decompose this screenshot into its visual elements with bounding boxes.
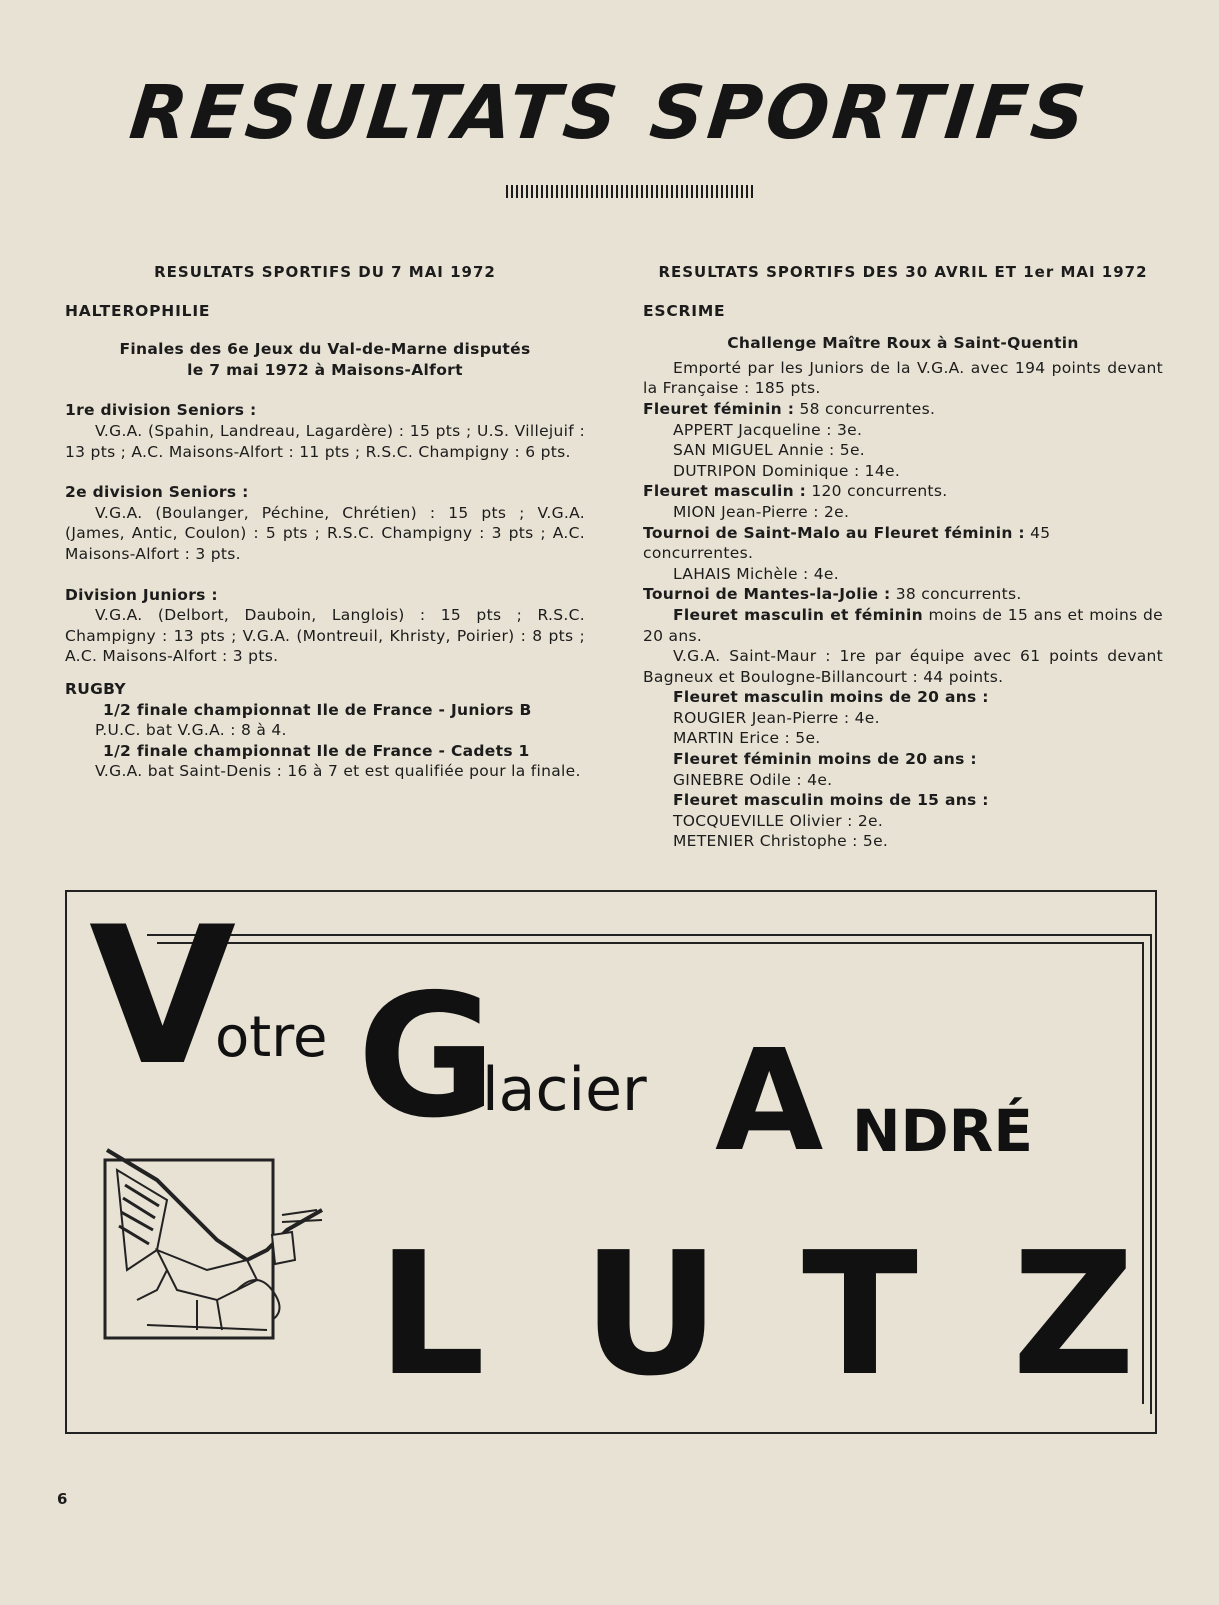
sm-result-1: LAHAIS Michèle : 4e. [673,564,839,583]
page-number: 6 [57,1490,68,1508]
mantes-line [643,584,1163,605]
rugby2-heading: 1/2 finale championnat Ile de France - Cadets 1 [103,741,530,760]
ad-letter-t: T [802,1216,918,1414]
ad-word-otre: otre [215,1005,328,1070]
div1-heading: 1re division Seniors : [65,401,257,420]
saint-malo-line [643,523,1163,564]
ad-letter-z: Z [1012,1216,1136,1414]
cat1-result-1: ROUGIER Jean-Pierre : 4e. [673,708,880,727]
right-heading: RESULTATS SPORTIFS DES 30 AVRIL ET 1er MAI 1972 [658,263,1148,281]
cat2-result-1: GINEBRE Odile : 4e. [673,770,833,789]
halt-subtitle-2: le 7 mai 1972 à Maisons-Alfort [187,360,463,379]
challenge-heading: Challenge Maître Roux à Saint-Quentin [727,334,1079,353]
mantes-sub-line [643,605,1163,646]
cat3-result-1: TOCQUEVILLE Olivier : 2e. [673,811,884,830]
ad-letter-l: L [377,1216,486,1414]
ff-heading: Fleuret féminin : [643,399,795,418]
glacier-advertisement [65,886,1157,1434]
section-rugby: RUGBY [65,679,126,698]
mj-count: 38 concurrents. [895,585,1022,604]
fm-heading: Fleuret masculin : [643,482,807,501]
section-halterophilie: HALTEROPHILIE [65,301,211,320]
cat3-heading: Fleuret masculin moins de 15 ans : [673,791,989,810]
section-escrime: ESCRIME [643,301,726,320]
left-column [65,262,585,782]
ad-letter-u: U [582,1216,721,1414]
fleuret-masculin-line [643,481,1163,502]
cat1-heading: Fleuret masculin moins de 20 ans : [673,688,989,707]
stork-logo-icon [97,1140,347,1350]
left-heading: RESULTATS SPORTIFS DU 7 MAI 1972 [154,263,496,281]
challenge-text: Emporté par les Juniors de la V.G.A. avec 194 points devant la Française : 185 pts. [643,358,1163,398]
mj-sub-heading: Fleuret masculin et féminin [673,605,923,624]
div2-text: V.G.A. (Boulanger, Péchine, Chrétien) : 15 pts ; V.G.A. (James, Antic, Coulon) : 5 pts ; R.S.C. Champigny : 3 pts ; A.C. Maisons-Alfort : 3 pts. [65,503,585,563]
ff-result-1: APPERT Jacqueline : 3e. [673,420,863,439]
mj-sub-text: moins de 15 ans et moins de 20 ans. [643,605,1163,645]
mj-team-result: V.G.A. Saint-Maur : 1re par équipe avec 61 points devant Bagneux et Boulogne-Billancourt : 44 points. [643,647,1163,686]
cat1-result-2: MARTIN Erice : 5e. [673,729,821,748]
rugby2-text: V.G.A. bat Saint-Denis : 16 à 7 et est qualifiée pour la finale. [95,762,581,781]
halt-subtitle-1: Finales des 6e Jeux du Val-de-Marne disputés [119,340,531,359]
fm-count: 120 concurrents. [811,482,948,501]
right-column [643,262,1163,852]
decorative-rule [506,185,756,198]
fm-result-1: MION Jean-Pierre : 2e. [673,502,850,521]
ad-letter-v: V [89,886,233,1107]
div2-heading: 2e division Seniors : [65,483,249,502]
ff-count: 58 concurrentes. [799,399,936,418]
cat2-heading: Fleuret féminin moins de 20 ans : [673,750,977,769]
rugby1-heading: 1/2 finale championnat Ile de France - Juniors B [103,700,532,719]
cat3-result-2: METENIER Christophe : 5e. [673,832,889,851]
ad-letter-g: G [357,958,497,1156]
mj-heading: Tournoi de Mantes-la-Jolie : [643,585,891,604]
fleuret-feminin-line [643,399,1163,420]
ff-result-3: DUTRIPON Dominique : 14e. [673,461,901,480]
sm-heading: Tournoi de Saint-Malo au Fleuret féminin : [643,523,1025,542]
rugby1-text: P.U.C. bat V.G.A. : 8 à 4. [95,721,287,740]
div3-text: V.G.A. (Delbort, Dauboin, Langlois) : 15 pts ; R.S.C. Champigny : 13 pts ; V.G.A. (Montreuil, Khristy, Poirier) : 8 pts ; A.C. Maisons-Alfort : 3 pts. [65,606,585,666]
ad-word-lacier: lacier [482,1055,647,1125]
page-title: RESULTATS SPORTIFS [125,70,1094,156]
ad-word-ndre: NDRÉ [852,1097,1033,1165]
ff-result-2: SAN MIGUEL Annie : 5e. [673,441,866,460]
div3-heading: Division Juniors : [65,585,218,604]
div1-text: V.G.A. (Spahin, Landreau, Lagardère) : 15 pts ; U.S. Villejuif : 13 pts ; A.C. Maisons-Alfort : 11 pts ; R.S.C. Champigny : 6 pts. [65,421,585,461]
ad-letter-a: A [715,1020,824,1183]
sm-count: 45 concurrentes. [643,523,1051,563]
